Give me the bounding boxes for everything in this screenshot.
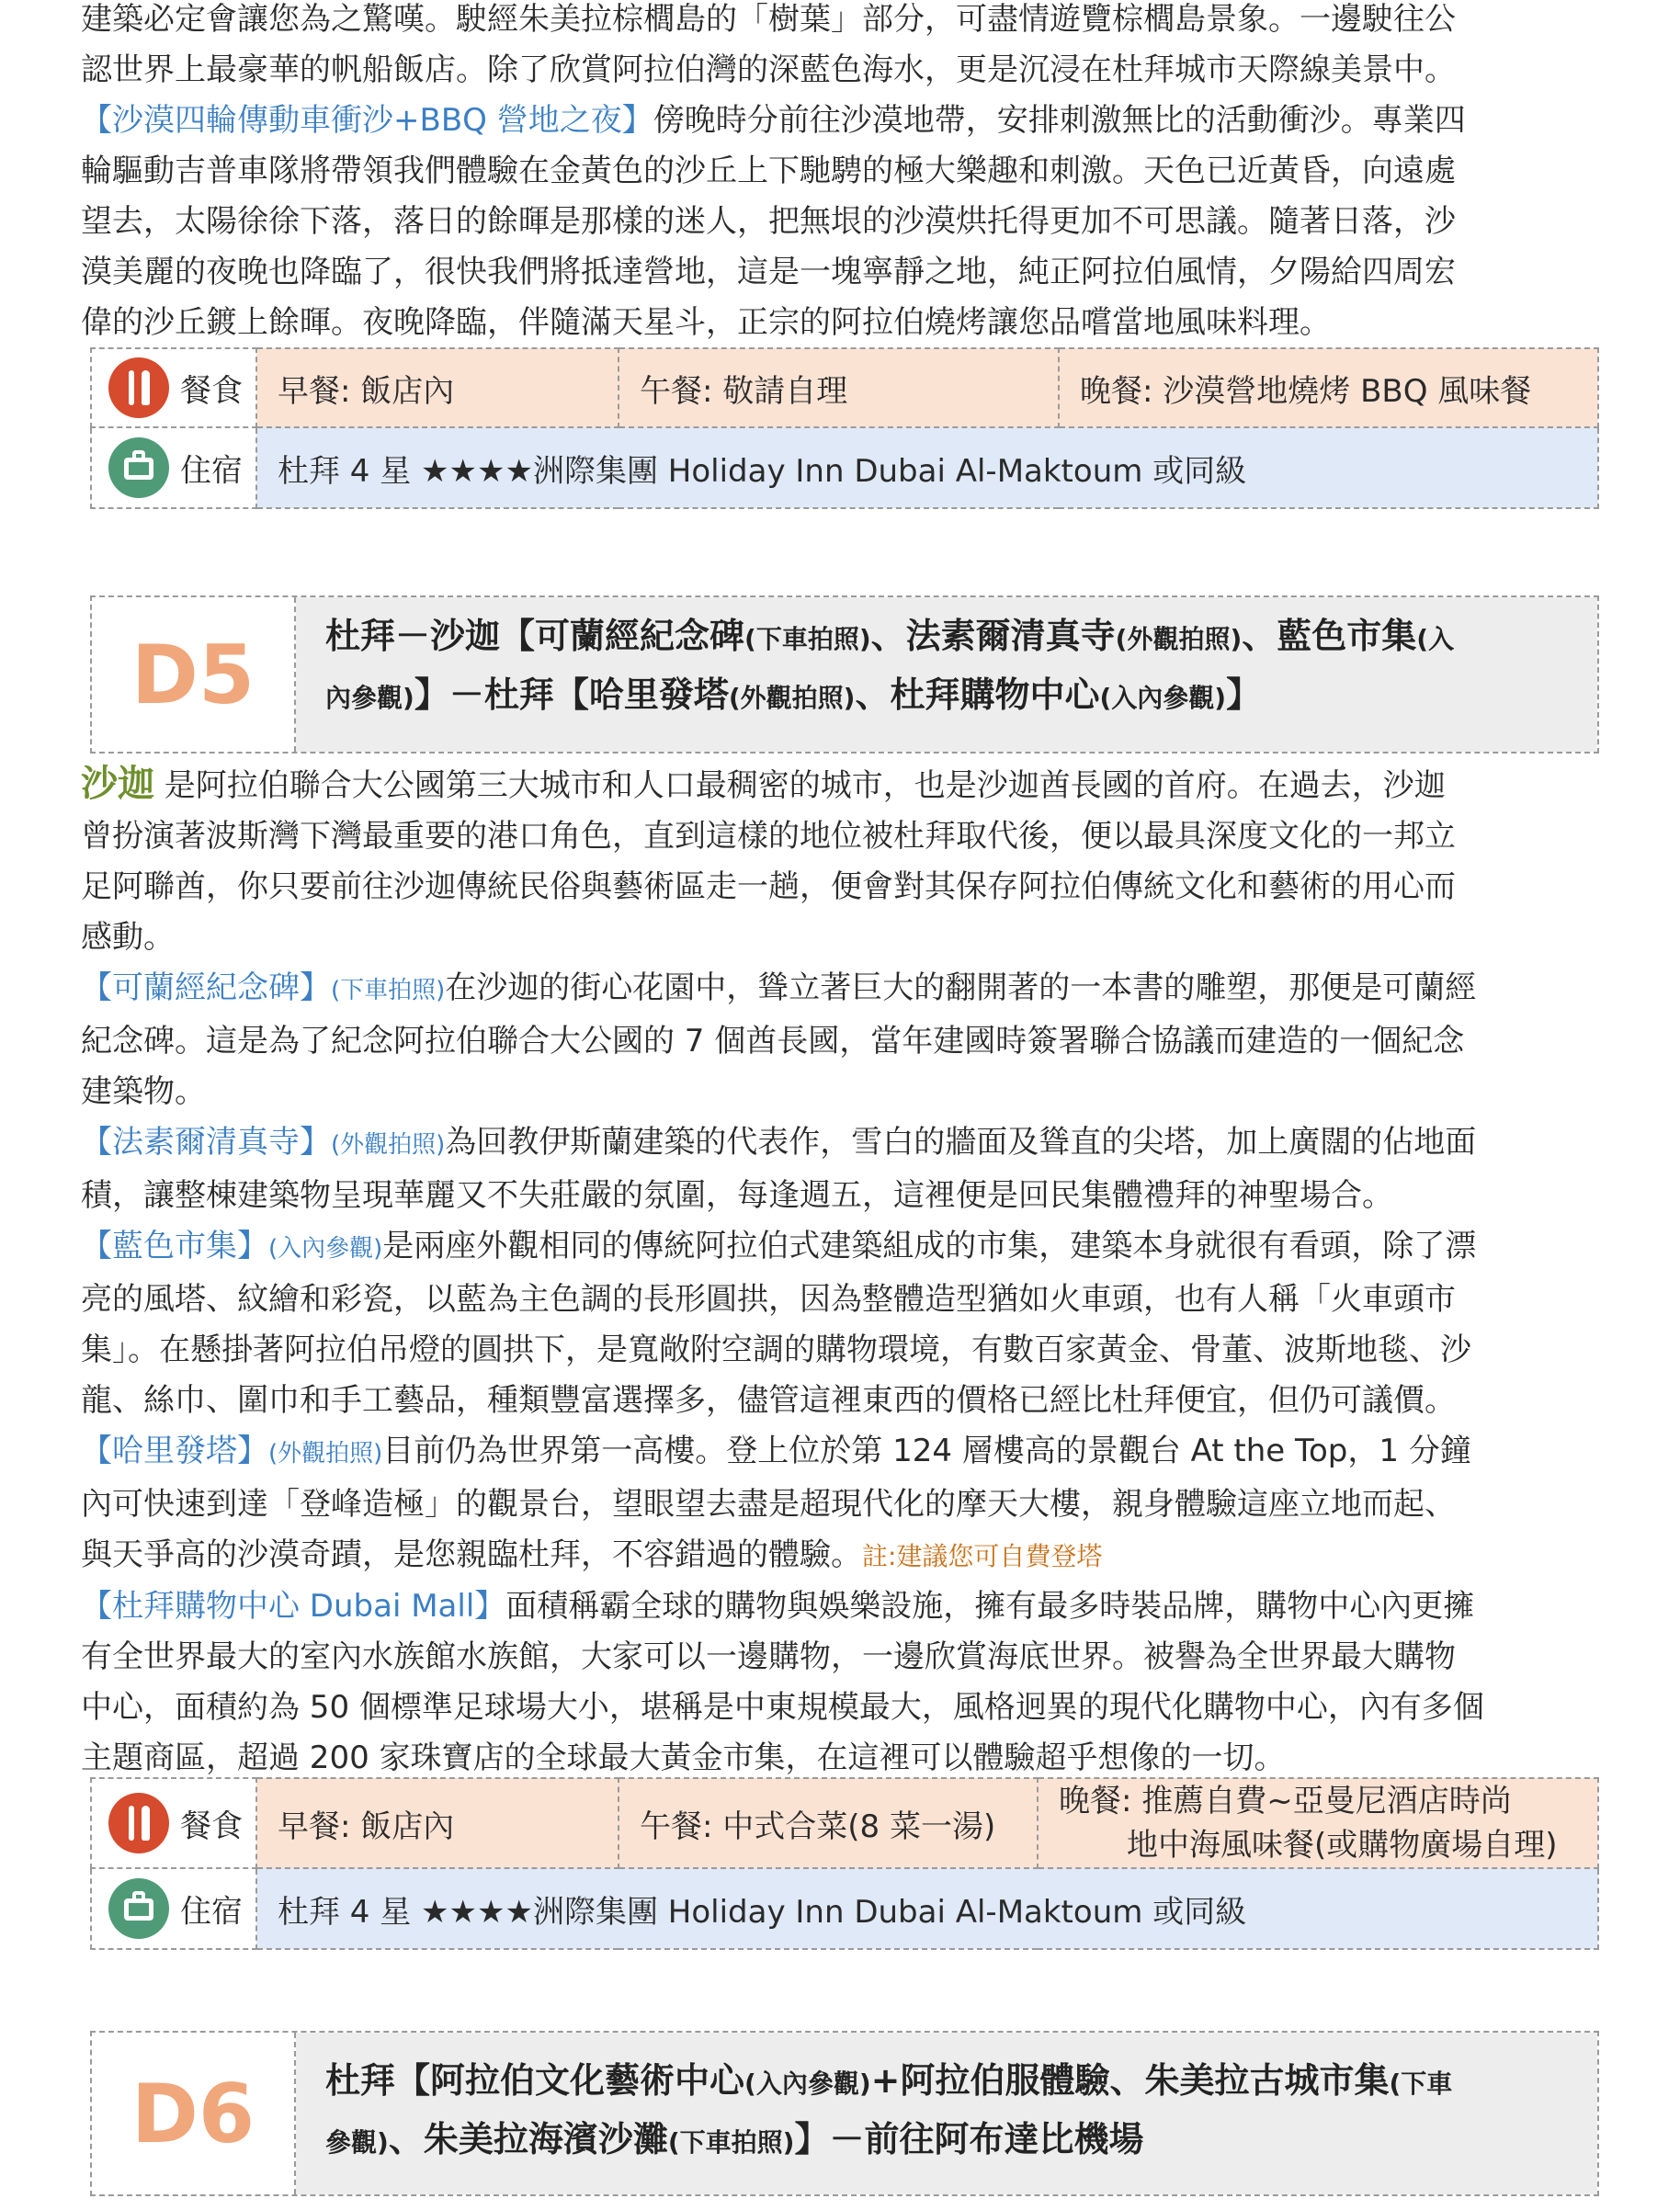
utensils-icon — [108, 1793, 169, 1853]
meal-hotel-table-d4 — [90, 347, 1599, 509]
text-line: 建築必定會讓您為之驚嘆。駛經朱美拉棕櫚島的「樹葉」部分，可盡情遊覽棕櫚島景象。一邊駛往公 — [81, 1, 1456, 38]
luggage-icon — [108, 437, 169, 498]
hotel-cell: 杜拜 4 星 ★★★★洲際集團 Holiday Inn Dubai Al-Maktoum 或同級 — [256, 1868, 1598, 1949]
lunch-cell: 午餐: 敬請自理 — [619, 348, 1059, 427]
dinner-cell: 晚餐: 沙漠營地燒烤 BBQ 風味餐 — [1059, 348, 1598, 427]
blue-souk-paragraph: 【藍色市集】(入內參觀)是兩座外觀相同的傳統阿拉伯式建築組成的市集，建築本身就很有看頭，除了漂 — [81, 1228, 1477, 1264]
hotel-row — [91, 1868, 1598, 1949]
meal-row — [91, 348, 1598, 427]
city-name-sharjah: 沙迦 — [81, 763, 154, 805]
utensils-icon — [108, 357, 169, 418]
text-line: 偉的沙丘鍍上餘暉。夜晚降臨，伴隨滿天星斗，正宗的阿拉伯燒烤讓您品嚐當地風味料理。 — [81, 304, 1331, 341]
dinner-cell: 晚餐: 推薦自費~亞曼尼酒店時尚 地中海風味餐(或購物廣場自理) — [1038, 1778, 1598, 1868]
day-number: D5 — [92, 597, 296, 752]
hotel-label-cell: 住宿 — [91, 427, 256, 508]
d5-description: 沙迦 是阿拉伯聯合大公國第三大城市和人口最稠密的城市，也是沙迦酋長國的首府。在過去，沙迦 曾扮演著波斯灣下灣最重要的港口角色，直到這樣的地位被杜拜取代後，便以最具深度文化的一邦立 足阿聯酋，你只要前往沙迦傳統民俗與藝術區走一趟，便會對其保存阿拉伯傳統文化和藝術的用心而 感動。 【可蘭經紀念碑】(下車拍照)在沙迦的街心花園中，聳立著巨大的翻開著的一本書的雕塑，那便是可蘭經 紀念碑。這是為了紀念阿拉伯聯合大公國的 7 個酋長國，當年建國時簽署聯合協議而建造的一個紀念 建築物。 【法素爾清真寺】(外觀拍照)為回教伊斯蘭建築的代表作，雪白的牆面及聳直的尖塔，加上廣闊的佔地面 積，讓整棟建築物呈現華麗又不失莊嚴的氛圍，每逢週五，這裡便是回民集體禮拜的神聖場合。 【藍色市集】(入內參觀)是兩座外觀相同的傳統阿拉伯式建築組成的市集，建築本身就很有看頭，除了漂 亮的風塔、紋繪和彩瓷，以藍為主色調的長形圓拱，因為整體造型猶如火車頭，也有人稱「火車頭市 集」。在懸掛著阿拉伯吊燈的圓拱下，是寬敞附空調的購物環境，有數百家黃金、骨董、波斯地毯、沙 龍、絲巾、圍巾和手工藝品，種類豐富選擇多，儘管這裡東西的價格已經比杜拜便宜，但仍可議價。 【哈里發塔】(外觀拍照)目前仍為世界第一高樓。登上位於第 124 層樓高的景觀台 At the Top，1 分鐘 內可快速到達「登峰造極」的觀景台，望眼望去盡是超現代化的摩天大樓，親身體驗這座立地而起、 與天爭高的沙漠奇蹟，是您親臨杜拜，不容錯過的體驗。註:建議您可自費登塔 【杜拜購物中心 Dubai Mall】面積稱霸全球的購物與娛樂設施，擁有最多時裝品牌，購物中心內更擁 有全世界最大的室內水族館水族館，大家可以一邊購物，一邊欣賞海底世界。被譽為全世界最大購物 中心，面積約為 50 個標準足球場大小，堪稱是中東規模最大，風格迥異的現代化購物中心，內有多個 主題商區，超過 200 家珠寶店的全球最大黃金市集，在這裡可以體驗超乎想像的一切。 — [81, 759, 1606, 1784]
burj-khalifa-paragraph: 【哈里發塔】(外觀拍照)目前仍為世界第一高樓。登上位於第 124 層樓高的景觀台 At the Top，1 分鐘 — [81, 1433, 1471, 1469]
day-number: D6 — [92, 2033, 296, 2194]
text-line: 認世界上最豪華的帆船飯店。除了欣賞阿拉伯灣的深藍色海水，更是沉浸在杜拜城市天際線美景中。 — [81, 51, 1456, 88]
luggage-icon — [108, 1878, 169, 1939]
hotel-row — [91, 427, 1598, 508]
text-line: 輪驅動吉普車隊將帶領我們體驗在金黃色的沙丘上下馳騁的極大樂趣和刺激。天色已近黃昏，向遠處 — [81, 153, 1456, 189]
day-title: 杜拜－沙迦【可蘭經紀念碑(下車拍照)、法素爾清真寺(外觀拍照)、藍色市集(入 內參觀)】－杜拜【哈里發塔(外觀拍照)、杜拜購物中心(入內參觀)】 — [296, 597, 1597, 752]
breakfast-cell: 早餐: 飯店內 — [256, 1778, 619, 1868]
text-line: 漠美麗的夜晚也降臨了，很快我們將抵達營地，這是一塊寧靜之地，純正阿拉伯風情，夕陽給四周宏 — [81, 254, 1456, 290]
day-header-d5 — [90, 595, 1599, 754]
section-heading-desert-safari: 【沙漠四輪傳動車衝沙+BBQ 營地之夜】 — [81, 102, 653, 139]
hotel-label-cell: 住宿 — [91, 1868, 256, 1949]
text-line: 【沙漠四輪傳動車衝沙+BBQ 營地之夜】傍晚時分前往沙漠地帶，安排刺激無比的活動衝沙。專業四 — [81, 102, 1466, 139]
day-title: 杜拜【阿拉伯文化藝術中心(入內參觀)+阿拉伯服體驗、朱美拉古城市集(下車 參觀)、朱美拉海濱沙灘(下車拍照)】－前往阿布達比機場 — [296, 2033, 1597, 2194]
faisal-mosque-paragraph: 【法素爾清真寺】(外觀拍照)為回教伊斯蘭建築的代表作，雪白的牆面及聳直的尖塔，加上廣闊的佔地面 — [81, 1124, 1477, 1161]
d4-description — [81, 0, 1606, 348]
dubai-mall-paragraph: 【杜拜購物中心 Dubai Mall】面積稱霸全球的購物與娛樂設施，擁有最多時裝品牌，購物中心內更擁 — [81, 1588, 1475, 1625]
koran-monument-paragraph: 【可蘭經紀念碑】(下車拍照)在沙迦的街心花園中，聳立著巨大的翻開著的一本書的雕塑，那便是可蘭經 — [81, 969, 1477, 1006]
meal-label-cell: 餐食 — [91, 348, 256, 427]
meal-hotel-table-d5 — [90, 1777, 1599, 1950]
meal-row — [91, 1778, 1598, 1868]
self-paid-note: 註:建議您可自費登塔 — [862, 1541, 1103, 1571]
meal-label-cell: 餐食 — [91, 1778, 256, 1868]
lunch-cell: 午餐: 中式合菜(8 菜一湯) — [619, 1778, 1038, 1868]
hotel-cell: 杜拜 4 星 ★★★★洲際集團 Holiday Inn Dubai Al-Maktoum 或同級 — [256, 427, 1598, 508]
text-line: 望去，太陽徐徐下落，落日的餘暉是那樣的迷人，把無垠的沙漠烘托得更加不可思議。隨著日落，沙 — [81, 203, 1456, 240]
breakfast-cell: 早餐: 飯店內 — [256, 348, 619, 427]
day-header-d6 — [90, 2031, 1599, 2196]
